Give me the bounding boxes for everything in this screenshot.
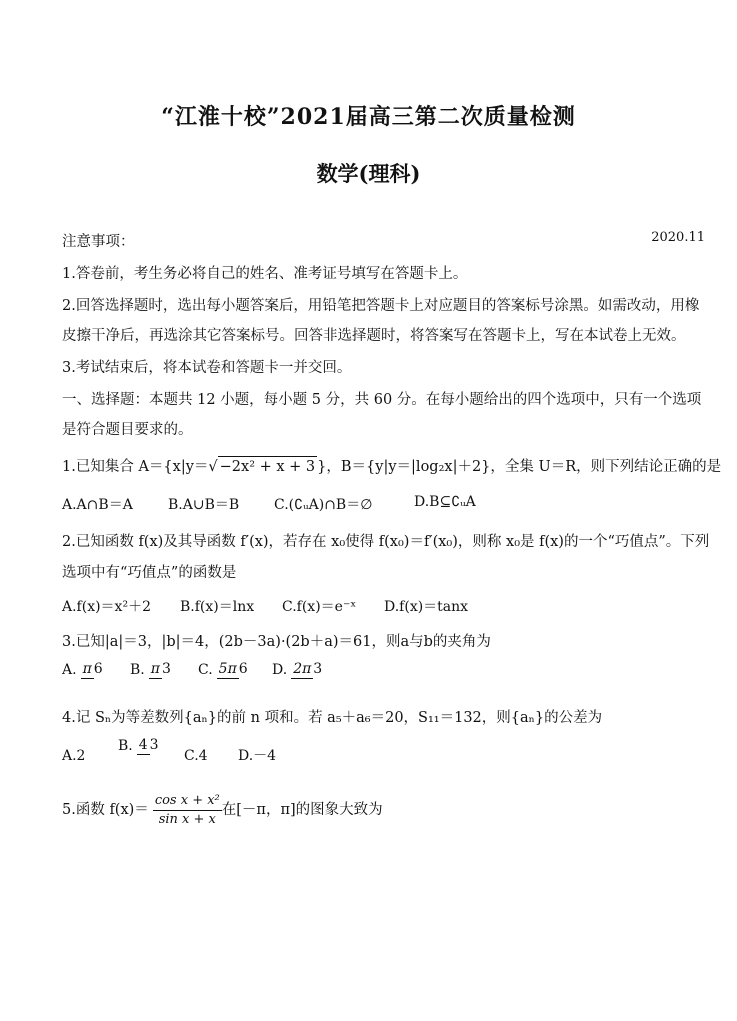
q4-option-b: B. 4 3 [118,737,159,754]
q5-denominator: sin x + x [158,811,216,827]
q3-option-c-num: 5π [218,661,237,677]
question-1 [62,456,721,477]
q2-option-b: B.f(x)＝lnx [180,599,255,615]
q2-option-a: A.f(x)＝x²＋2 [62,599,151,615]
q4-option-d: D.－4 [238,748,277,764]
q3-option-d-den: 3 [313,661,323,677]
sqrt-icon: √ [208,459,218,475]
notice-item-3: 3.考试结束后，将本试卷和答题卡一并交回。 [62,360,352,376]
q3-option-d: D. 2π 3 [272,661,323,678]
q1-option-d: D.B⊆∁ᵤA [414,494,476,510]
question-2-line-1: 2.已知函数 f(x)及其导函数 f′(x)，若存在 x₀使得 f(x₀)＝f′(x₀)，则称 x₀是 f(x)的一个“巧值点”。下列 [62,534,710,550]
notice-item-2-line-2: 皮擦干净后，再选涂其它答案标号。回答非选择题时，将答案写在答题卡上，写在本试卷上无效。 [62,328,686,344]
q4-option-c: C.4 [184,748,208,764]
q2-option-d: D.f(x)＝tanx [384,599,469,615]
notice-heading: 注意事项： [62,234,135,250]
q3-option-a-num: π [82,661,92,677]
q3-option-a-den: 6 [93,661,103,677]
q3-option-d-num: 2π [293,661,312,677]
q3-option-a: A. π 6 [62,661,103,678]
q3-options [62,660,322,679]
q3-option-b-den: 3 [161,661,171,677]
q5-text-post: 在[－π，π]的图象大致为 [221,802,383,818]
q3-option-c: C. 5π 6 [198,661,248,678]
question-4: 4.记 Sₙ为等差数列{aₙ}的前 n 项和。若 a₅＋a₆＝20，S₁₁＝132，则{aₙ}的公差为 [62,710,603,726]
q1-text-post: }，B＝{y|y＝|log₂x|＋2}，全集 U＝R，则下列结论正确的是 [317,459,722,475]
question-2-line-2: 选项中有“巧值点”的函数是 [62,565,237,581]
q3-option-b: B. π 3 [130,661,171,678]
q4-option-a: A.2 [62,748,86,764]
page-title: “江淮十校”2021届高三第二次质量检测 [161,104,576,130]
q1-text-pre: 1.已知集合 A＝{x|y＝ [62,459,209,475]
q1-option-b: B.A∪B＝B [168,497,240,513]
q1-options [62,494,476,514]
q4-option-b-num: 4 [138,737,148,753]
exam-date: 2020.11 [651,230,705,245]
q3-option-c-den: 6 [238,661,248,677]
question-3: 3.已知|a|＝3，|b|＝4，(2b－3a)·(2b＋a)＝61，则a与b的夹角为 [62,634,491,650]
section-heading-line-1: 一、选择题：本题共 12 小题，每小题 5 分，共 60 分。在每小题给出的四个选项中，只有一个选项 [62,392,702,408]
q2-option-c: C.f(x)＝e⁻ˣ [282,599,357,615]
notice-item-1: 1.答卷前，考生务必将自己的姓名、准考证号填写在答题卡上。 [62,266,468,282]
q4-options [62,736,276,776]
q1-option-a: A.A∩B＝A [62,497,133,513]
q2-options [62,596,468,616]
q1-radicand: −2x² + x + 3 [218,456,318,477]
q5-numerator: cos x + x² [153,792,222,811]
q4-option-b-den: 3 [149,737,159,753]
q3-option-b-num: π [150,661,160,677]
section-heading-line-2: 是符合题目要求的。 [62,422,193,438]
q5-text-pre: 5.函数 f(x)＝ [62,802,149,818]
notice-item-2-line-1: 2.回答选择题时，选出每小题答案后，用铅笔把答题卡上对应题目的答案标号涂黑。如需改动，用橡 [62,298,700,314]
q1-option-c: C.(∁ᵤA)∩B＝∅ [274,497,373,513]
question-5 [62,790,383,830]
page-subtitle: 数学(理科) [316,161,421,186]
